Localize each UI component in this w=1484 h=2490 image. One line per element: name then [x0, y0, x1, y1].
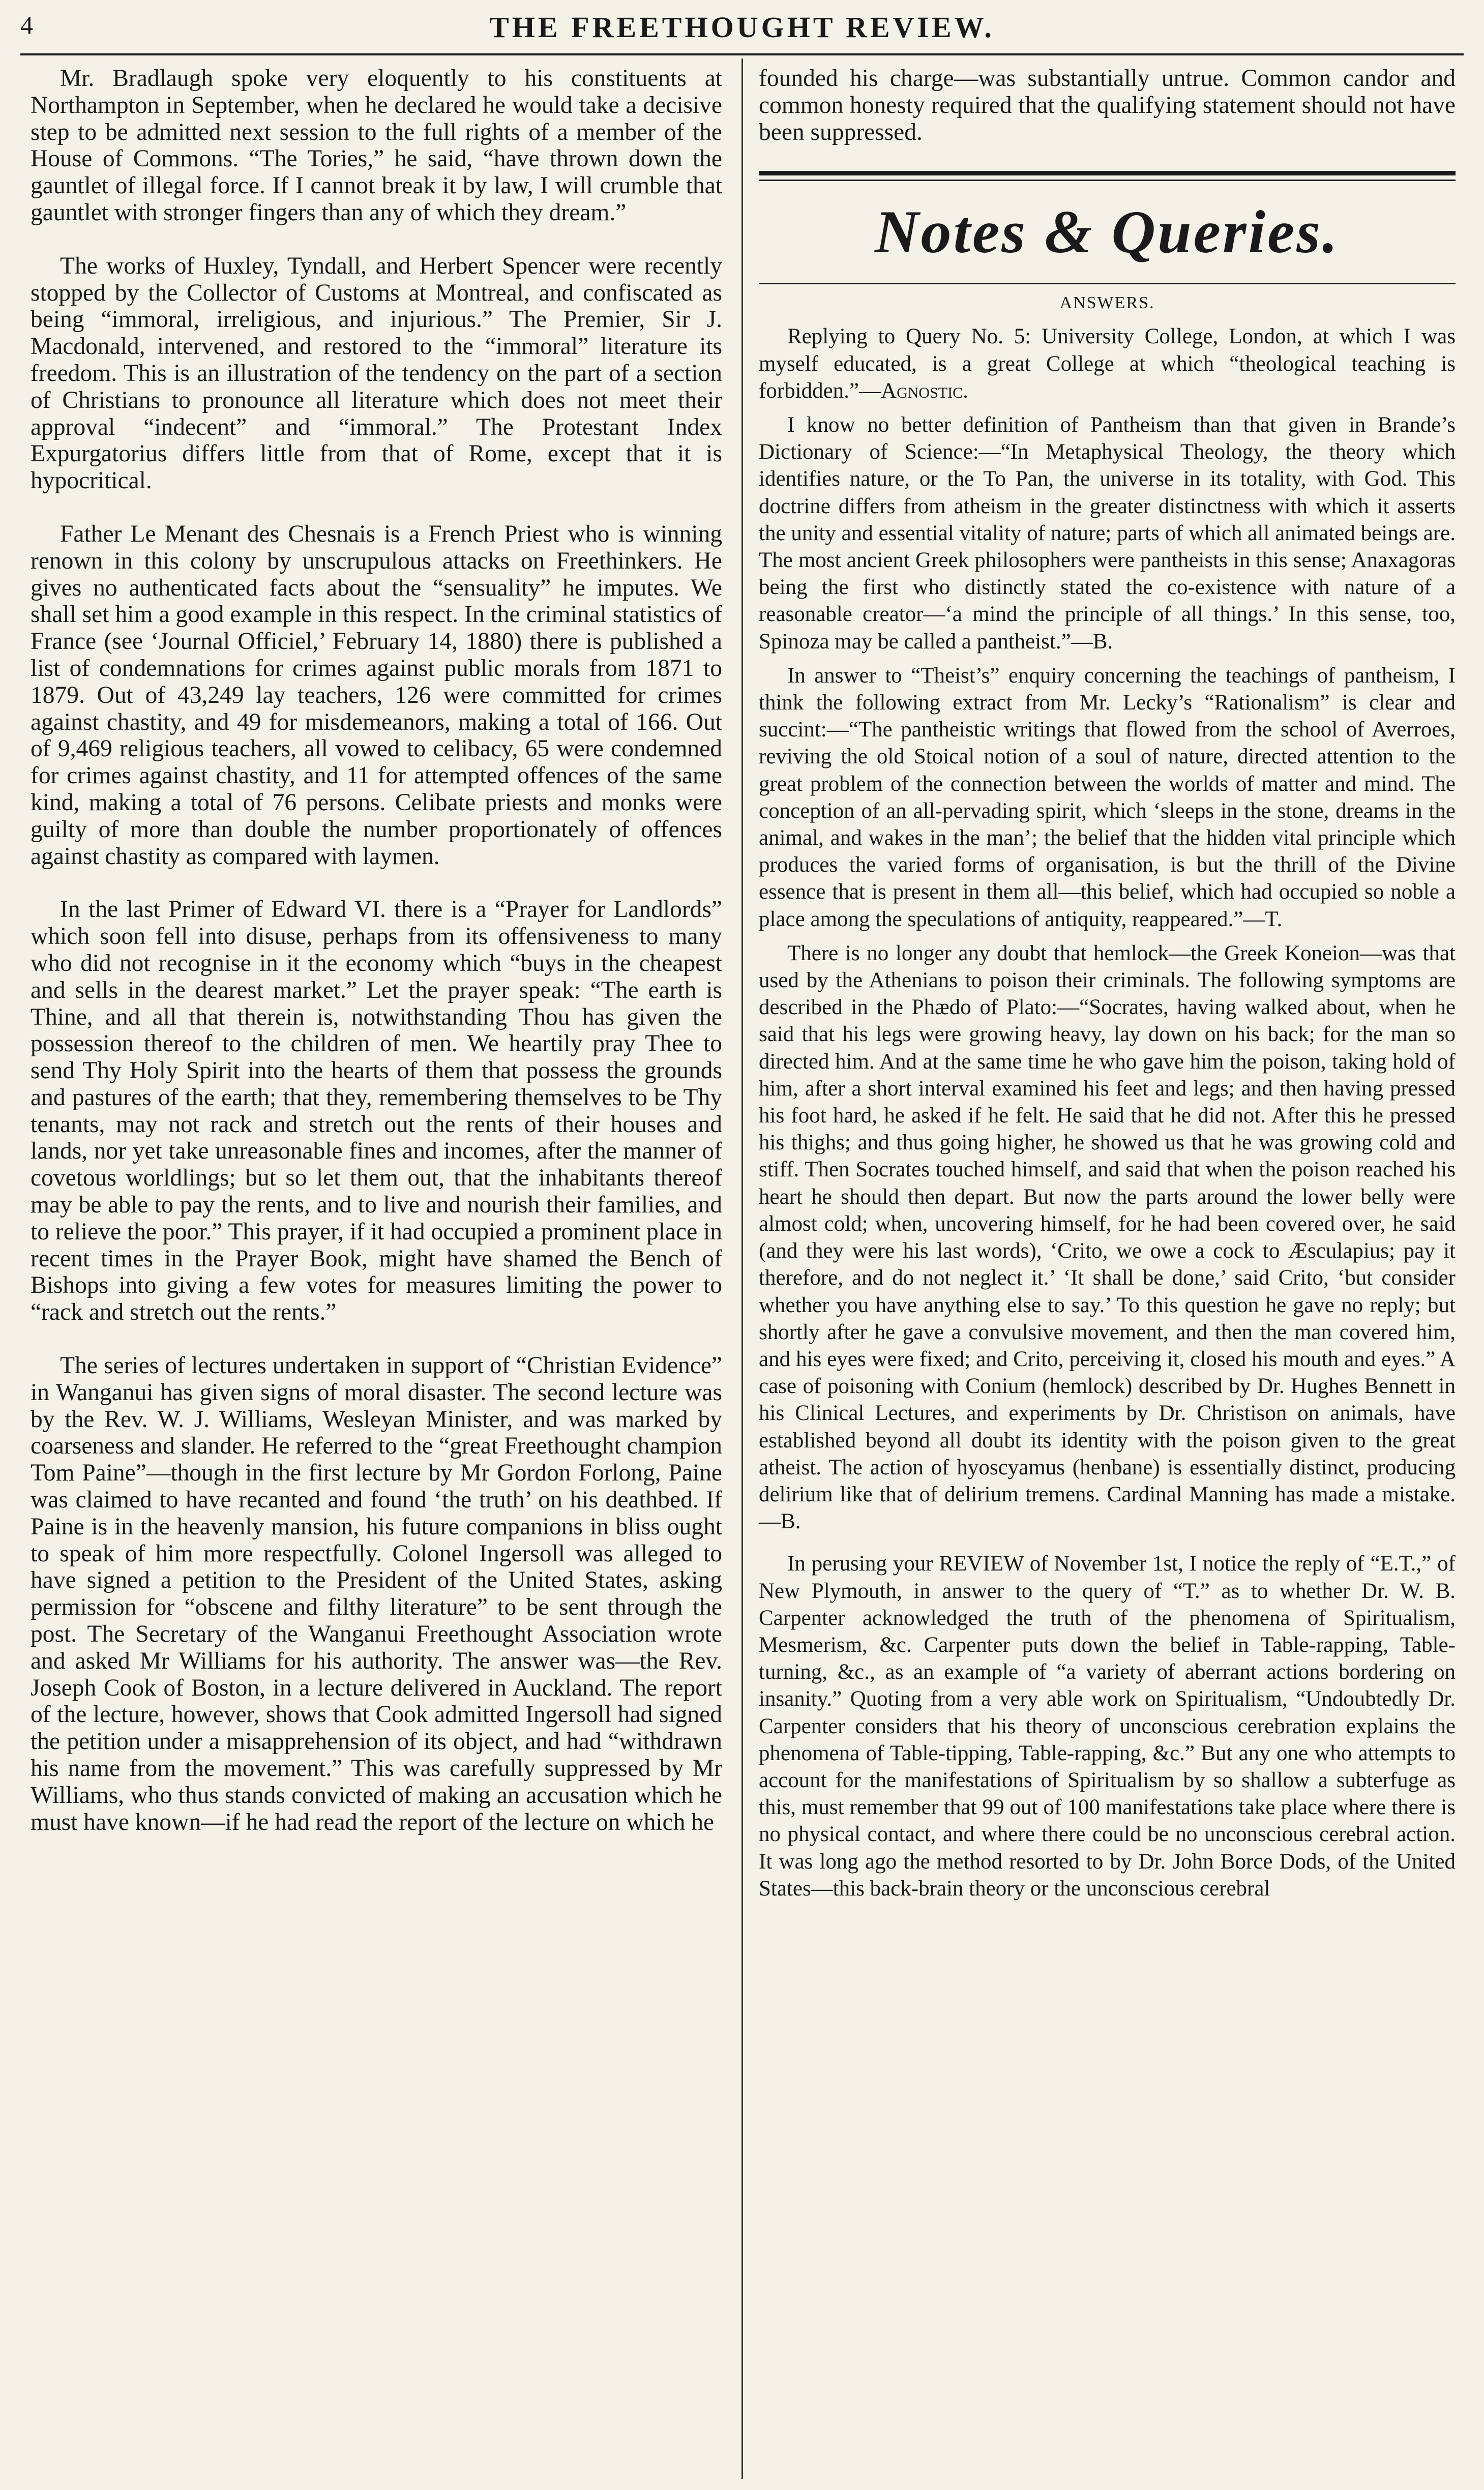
section-rule-bottom	[759, 283, 1456, 284]
note-signature: Agnostic.	[881, 378, 968, 403]
page-header	[20, 10, 1464, 51]
note-pantheism-definition: I know no better definition of Pantheism than that given in Brande’s Dictionary of Science:—“In Metaphysical Theology, the theory which identifies nature, or the To Pan, the universe in its totality, with God. This doctrine differs from atheism in the greater distinctness with which it asserts the unity and essential vitality of nature; parts of which all animated beings are. The most ancient Greek philosophers were pantheists in this sense; Anaxagoras being the first who distinctly stated the co-existence with nature of a reasonable creator—‘a mind the principle of all things.’ In this sense, too, Spinoza may be called a pantheist.”—B.	[759, 413, 1456, 654]
section-rule-top	[759, 171, 1456, 175]
left-column	[31, 65, 722, 1862]
right-column	[759, 65, 1456, 1909]
paragraph-wanganui-lectures: The series of lectures undertaken in support of “Christian Evidence” in Wanganui has given signs of moral disaster. The second lecture was by the Rev. W. J. Williams, Wesleyan Minister, and was marked by coarseness and slander. He referred to the “great Freethought champion Tom Paine”—though in the first lecture by Mr Gordon Forlong, Paine was claimed to have recanted and found ‘the truth’ on his deathbed. If Paine is in the heavenly mansion, his future companions in bliss ought to speak of him more respectfully. Colonel Ingersoll was alleged to have signed a petition to the President of the United States, asking permission for “obscene and filthy literature” to be sent through the post. The Secretary of the Wanganui Freethought Association wrote and asked Mr Williams for his authority. The answer was—the Rev. Joseph Cook of Boston, in a lecture delivered in Auckland. The report of the lecture, however, shows that Cook admitted Ingersoll had signed the petition under a misapprehension of its object, and had “withdrawn his name from the movement.” This was carefully suppressed by Mr Williams, who thus stands convicted of making an accusation which he must have known—if he had read the report of the lecture on which he	[31, 1352, 722, 1835]
paragraph-father-le-menant: Father Le Menant des Chesnais is a French Priest who is winning renown in this colony by unscrupulous attacks on Freethinkers. He gives no authenticated facts about the “sensuality” he imputes. We shall set him a good example in this respect. In the criminal statistics of France (see ‘Journal Officiel,’ February 14, 1880) there is published a list of condemnations for crimes against public morals from 1871 to 1879. Out of 43,249 lay teachers, 126 were committed for crimes against chastity, and 49 for misdemeanors, making a total of 166. Out of 9,469 religious teachers, all vowed to celibacy, 65 were condemned for crimes against chastity, and 11 for attempted offences of the same kind, making a total of 76 persons. Celibate priests and monks were guilty of more than double the number proportionately of offences against chastity as compared with laymen.	[31, 520, 722, 870]
continuation-paragraph: founded his charge—was substantially untrue. Common candor and common honesty required that the qualifying statement should not have been suppressed.	[759, 65, 1456, 145]
note-hemlock: There is no longer any doubt that hemlock—the Greek Koneion—was that used by the Athenians to poison their criminals. The following symptoms are described in the Phædo of Plato:—“Socrates, having walked about, when he said that his legs were growing heavy, lay down on his back; for the man so directed him. And at the same time he who gave him the poison, taking hold of him, after a short interval examined his feet and legs; and then having pressed his foot hard, he asked if he felt. He said that he did not. After this he pressed his thighs; and thus going higher, he showed us that he was growing cold and stiff. Then Socrates touched himself, and said that when the poison reached his heart he should then depart. But now the parts around the lower belly were almost cold; when, uncovering himself, for he had been covered over, he said (and they were his last words), ‘Crito, we owe a cock to Æsculapius; pay it therefore, and do not neglect it.’ ‘It shall be done,’ said Crito, ‘but consider whether you have anything else to say.’ To this question he gave no reply; but shortly after he gave a convulsive movement, and then the man covered him, and his eyes were fixed; and Crito, perceiving it, closed his mouth and eyes.” A case of poisoning with Conium (hemlock) described by Dr. Hughes Bennett in his Clinical Lectures, and experiments by Dr. Christison on animals, have established beyond all doubt its identity with the poison given to the great atheist. The action of hyoscyamus (henbane) is essentially distinct, producing delirium like that of delirium tremens. Cardinal Manning has made a mistake.—B.	[759, 941, 1456, 1534]
note-spiritualism: In perusing your REVIEW of November 1st, I notice the reply of “E.T.,” of New Plymouth, in answer to the query of “T.” as to whether Dr. W. B. Carpenter acknowledged the truth of the phenomena of Spiritualism, Mesmerism, &c. Carpenter puts down the belief in Table-rapping, Table-turning, &c., as an example of “a variety of aberrant actions bordering on insanity.” Quoting from a very able work on Spiritualism, “Undoubtedly Dr. Carpenter considers that his theory of unconscious cerebration explains the phenomena of Table-tipping, Table-rapping, &c.” But any one who attempts to account for the manifestations of Spiritualism by so shallow a subterfuge as this, must remember that 99 out of 100 manifestations take place where there is no physical contact, and where there could be no unconscious cerebral action. It was long ago the method resorted to by Dr. John Borce Dods, of the United States—this back-brain theory or the unconscious cerebral	[759, 1552, 1456, 1901]
running-title: THE FREETHOUGHT REVIEW.	[489, 11, 995, 44]
column-divider	[741, 58, 743, 2479]
section-title: Notes & Queries.	[875, 198, 1340, 266]
header-rule	[20, 53, 1464, 55]
answers-subheading: ANSWERS.	[1059, 293, 1155, 313]
paragraph-prayer-for-landlords: In the last Primer of Edward VI. there is a “Prayer for Landlords” which soon fell into disuse, perhaps from its offensiveness to many who did not recognise in it the economy which “buys in the cheapest and sells in the dearest market.” Let the prayer speak: “The earth is Thine, and all that therein is, notwithstanding Thou has given the possession thereof to the children of men. We heartily pray Thee to send Thy Holy Spirit into the hearts of them that possess the grounds and pastures of the earth; that they, remembering themselves to be Thy tenants, may not rack and stretch out the rents of their houses and lands, nor yet take unreasonable fines and incomes, after the manner of covetous worldlings; but so let them out, that the inhabitants thereof may be able to pay the rents, and to live and nourish their families, and to relieve the poor.” This prayer, if it had occupied a prominent place in recent times in the Prayer Book, might have shamed the Bench of Bishops into giving a few votes for measures limiting the power to “rack and stretch out the rents.”	[31, 896, 722, 1326]
note-pantheism-lecky: In answer to “Theist’s” enquiry concerning the teachings of pantheism, I think the following extract from Mr. Lecky’s “Rationalism” is clear and succint:—“The pantheistic writings that flowed from the school of Averroes, reviving the old Stoical notion of a soul of nature, directed attention to the great problem of the connection between the worlds of matter and mind. The conception of an all-pervading spirit, which ‘sleeps in the stone, dreams in the animal, and wakes in the man’; the belief that the hidden vital principle which produces the varied forms of organisation, is but the thrill of the Divine essence that is present in them all—this belief, which had occupied so noble a place among the speculations of antiquity, reappeared.”—T.	[759, 663, 1456, 931]
note-text: Replying to Query No. 5: University College, London, at which I was myself educated, is a great College at which “theological teaching is forbidden.”—	[759, 324, 1456, 403]
note-university-college	[759, 323, 1456, 404]
paragraph-bradlaugh: Mr. Bradlaugh spoke very eloquently to his constituents at Northampton in September, when he declared he would take a decisive step to be admitted next session to the full rights of a member of the House of Commons. “The Tories,” he said, “have thrown down the gauntlet of illegal force. If I cannot break it by law, I will crumble that gauntlet with stronger fingers than any of which they dream.”	[31, 65, 722, 226]
page-number: 4	[20, 11, 33, 39]
paragraph-customs-montreal: The works of Huxley, Tyndall, and Herbert Spencer were recently stopped by the Collector of Customs at Montreal, and confiscated as being “immoral, irreligious, and injurious.” The Premier, Sir J. Macdonald, intervened, and restored to the “immoral” literature its freedom. This is an illustration of the tendency on the part of a section of Christians to pronounce all literature which does not meet their approval “indecent” and “immoral.” The Protestant Index Expurgatorius differs little from that of Rome, except that it is hypocritical.	[31, 252, 722, 494]
